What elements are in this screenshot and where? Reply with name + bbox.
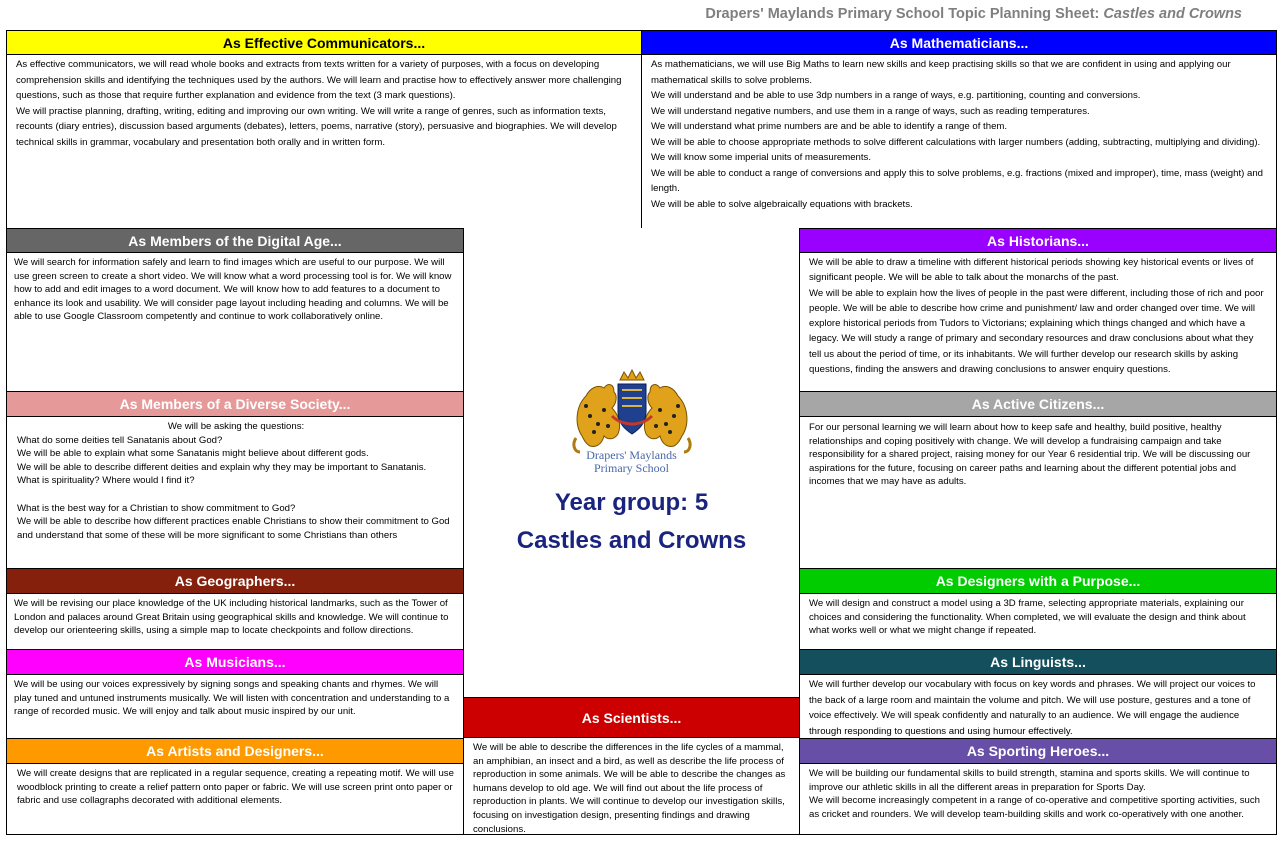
designers-body	[799, 593, 1277, 650]
center-title	[463, 484, 800, 560]
mathematicians-item: We will be able to solve algebraically equations with brackets.	[651, 198, 913, 210]
musicians-body	[6, 674, 464, 739]
historians-body	[799, 252, 1277, 392]
sporting-paragraph: We will be building our fundamental skills to build strength, stamina and sports skills. We will continue to improve our athletic skills in all the different areas in preparation for Sports Day.	[809, 768, 1250, 793]
page-title-prefix: Drapers' Maylands Primary School Topic Planning Sheet:	[705, 6, 1104, 22]
diverse-item: We will be able to describe how different practices enable Christians to show their commitment to God and understand that some of these will be more significant to some Christians than others	[17, 516, 450, 541]
diverse-item	[17, 488, 455, 502]
topic-label: Castles and Crowns	[516, 527, 747, 554]
mathematicians-heading: As Mathematicians...	[641, 30, 1277, 55]
citizens-text: For our personal learning we will learn about how to keep safe and healthy, build positive, healthy relationships and coping positively with change. We will develop a fundraising campaign and take responsibility for a shared project, raising money for our Year 6 residential trip. We will be discussing our aspirations for the future, focusing on career paths and learning about the different potential jobs and incomes that we may have as adults.	[809, 422, 1251, 488]
scientists-body	[463, 737, 800, 835]
communicators-paragraph: We will practise planning, drafting, writing, editing and improving our own writing. We will write a range of genres, such as information texts, recounts (diary entries), discussion based arguments (debates), letters, poems, narrative (story), persuasive and biographies. We will develop technical skills in grammar, vocabulary and presentation both orally and in written form.	[16, 105, 617, 148]
scientists-text: We will be able to describe the differences in the life cycles of a mammal, an amphibian, an insect and a bird, as well as describe the life process of reproduction in some animals. We will be able to describe the changes as humans develop to old age. We will find out about the life process of reproduction in plants. We will continue to develop our investigation skills, focusing on investigation design, presenting findings and drawing conclusions.	[473, 742, 786, 835]
diverse-body	[6, 416, 464, 569]
artists-text: We will create designs that are replicated in a regular sequence, creating a repeating motif. We will use woodblock printing to create a relief pattern onto paper or fabric. We will use screen print onto paper or fabric and use collagraphs decorated with additional elements.	[17, 768, 454, 807]
diverse-item: What is spirituality? Where would I find it?	[17, 475, 195, 487]
digital-body	[6, 252, 464, 392]
sporting-body	[799, 763, 1277, 835]
citizens-body	[799, 416, 1277, 569]
digital-text: We will search for information safely and learn to find images which are useful to our purpose. We will use green screen to create a short video. We will know what a word processing tool is for. We will know how to add and edit images to a word document. We will know how to add features to a document to enhance its look and usability. We will consider page layout including heading and columns. We will be able to use Google Classroom competently and continue to work collaboratively online.	[14, 257, 452, 323]
designers-text: We will design and construct a model using a 3D frame, selecting appropriate materials, explaining our choices and considering the functionality. When completed, we will evaluate the design and think about what works well or what we might change if repeated.	[809, 598, 1246, 637]
diverse-item: We will be able to describe different deities and explain why they may be important to Sanatanis.	[17, 461, 427, 473]
geographers-text: We will be revising our place knowledge of the UK including historical landmarks, such as the Tower of London and palaces around Great Britain using geographical skills and knowledge. We will continue to develop our orienteering skills, using a simple map to locate checkpoints and follow directions.	[14, 598, 449, 637]
mathematicians-item: We will understand negative numbers, and use them in a range of ways, such as reading temperatures.	[651, 105, 1090, 117]
sporting-paragraph: We will become increasingly competent in a range of co-operative and competitive sporting activities, such as cricket and rounders. We will develop team-building skills and work co-operatively with one another.	[809, 795, 1260, 820]
mathematicians-item: We will know some imperial units of measurements.	[651, 152, 872, 163]
scientists-heading: As Scientists...	[463, 697, 800, 738]
diverse-item: What is the best way for a Christian to show commitment to God?	[17, 502, 296, 514]
communicators-body	[6, 54, 642, 229]
mathematicians-item: We will be able to choose appropriate methods to solve different calculations with larger numbers (adding, subtracting, multiplying and dividing).	[651, 136, 1261, 148]
mathematicians-item: We will understand and be able to use 3dp numbers in a range of ways, e.g. partitioning, counting and conversions.	[651, 90, 1141, 101]
diverse-heading: As Members of a Diverse Society...	[6, 391, 464, 417]
digital-heading: As Members of the Digital Age...	[6, 228, 464, 253]
historians-heading: As Historians...	[799, 228, 1277, 253]
communicators-heading: As Effective Communicators...	[6, 30, 642, 55]
mathematicians-item: We will be able to conduct a range of conversions and apply this to solve problems, e.g. fractions (mixed and improper), time, mass (weight) and length.	[651, 167, 1263, 194]
historians-paragraph: We will be able to draw a timeline with different historical periods showing key historical events or lives of significant people. We will be able to talk about the monarchs of the past.	[809, 257, 1254, 284]
year-group-label: Year group: 5	[554, 489, 709, 516]
mathematicians-body	[641, 54, 1277, 229]
musicians-heading: As Musicians...	[6, 649, 464, 675]
linguists-heading: As Linguists...	[799, 649, 1277, 675]
artists-heading: As Artists and Designers...	[6, 738, 464, 764]
mathematicians-item: We will understand what prime numbers are and be able to identify a range of them.	[651, 121, 1008, 132]
musicians-text: We will be using our voices expressively by signing songs and speaking chants and rhymes. We will play tuned and untuned instruments musically. We will listen with concentration and understanding to a range of recorded music. We will enjoy and talk about music inspired by our unit.	[14, 679, 450, 718]
page-title	[560, 6, 1242, 22]
artists-body	[6, 763, 464, 835]
diverse-intro: We will be asking the questions:	[167, 421, 305, 432]
geographers-body	[6, 593, 464, 650]
mathematicians-item: As mathematicians, we will use Big Maths to learn new skills and keep practising skills so that we are confident in using and applying our mathematical skills to solve problems.	[651, 59, 1231, 86]
linguists-text: We will further develop our vocabulary with focus on key words and phrases. We will project our voices to the back of a large room and maintain the volume and pitch. We will use posture, gestures and a tone of voice effectively. We will speak confidently and naturally to an audience. We will engage the audience through responding to questions and using humour effectively.	[809, 679, 1256, 737]
linguists-body	[799, 674, 1277, 739]
school-name-line: Drapers' Maylands	[586, 448, 677, 462]
citizens-heading: As Active Citizens...	[799, 391, 1277, 417]
page-title-topic: Castles and Crowns	[1103, 6, 1242, 22]
geographers-heading: As Geographers...	[6, 568, 464, 594]
historians-paragraph: We will be able to explain how the lives of people in the past were different, including those of rich and poor people. We will be able to describe how crime and punishment/ law and order changed over time. We will explore historical periods from Tudors to Victorians; explaining which things changed and which have a legacy. We will study a range of primary and secondary resources and draw conclusions about what they tell us about the period of time, or its inhabitants. We will further develop our research skills by asking questions, finding the answers and drawing conclusions to answer enquiry questions.	[809, 287, 1264, 376]
diverse-item: What do some deities tell Sanatanis about God?	[17, 434, 223, 446]
communicators-paragraph: As effective communicators, we will read whole books and extracts from texts written for a variety of purposes, with a focus on developing comprehension skills and identifying the techniques used by the authors. We will learn and practise how to effectively answer more challenging questions, such as those that require further explanation and evidence from the text (3 mark questions).	[16, 59, 622, 101]
school-name	[463, 449, 800, 475]
diverse-item: We will be able to explain what some Sanatanis might believe about different gods.	[17, 448, 369, 460]
designers-heading: As Designers with a Purpose...	[799, 568, 1277, 594]
school-name-line: Primary School	[594, 461, 669, 475]
sporting-heading: As Sporting Heroes...	[799, 738, 1277, 764]
